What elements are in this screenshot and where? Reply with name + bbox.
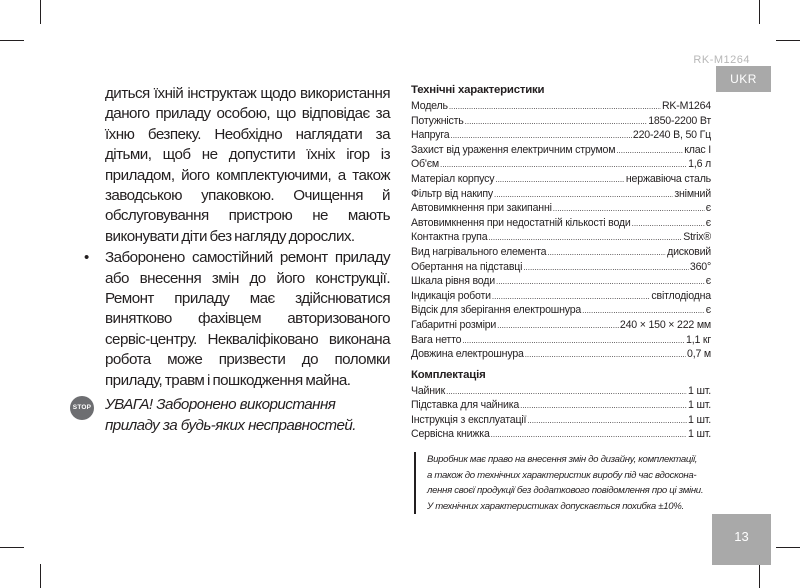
- row-key: Шкала рівня води: [411, 275, 495, 288]
- dot-leader: [465, 115, 648, 130]
- row-value: 1,6 л: [688, 158, 711, 171]
- dot-leader: [525, 348, 686, 363]
- row-value: світлодіодна: [651, 289, 711, 302]
- dot-leader: [495, 173, 625, 188]
- package-row: [411, 398, 711, 413]
- right-column: [411, 84, 711, 442]
- row-value: 1 шт.: [688, 399, 711, 412]
- row-key: Матеріал корпусу: [411, 172, 495, 185]
- crop-mark: [776, 40, 800, 41]
- crop-mark: [759, 0, 760, 24]
- dot-leader: [449, 100, 661, 115]
- dot-leader: [494, 188, 673, 203]
- spec-row: [411, 114, 711, 129]
- note-line: а також до технічних характеристик виробу під час вдоскона-: [427, 469, 697, 481]
- row-key: Модель: [411, 100, 448, 112]
- model-header: RK-M1264: [693, 54, 750, 66]
- row-key: Автовимкнення при недостатній кількості води: [411, 216, 631, 229]
- dot-leader: [440, 158, 687, 173]
- dot-leader: [488, 231, 682, 246]
- dot-leader: [520, 399, 687, 414]
- bullet-icon: •: [84, 249, 90, 267]
- row-value: 240 × 150 × 222 мм: [619, 318, 711, 331]
- spec-row: [411, 187, 711, 202]
- dot-leader: [450, 129, 631, 144]
- row-key: Напруга: [411, 129, 450, 142]
- dot-leader: [523, 261, 689, 276]
- spec-row: [411, 230, 711, 245]
- dot-leader: [446, 385, 687, 400]
- row-key: Чайник: [411, 384, 446, 397]
- spec-row: [411, 274, 711, 289]
- row-value: 1,1 кг: [686, 333, 711, 346]
- dot-leader: [632, 217, 705, 232]
- crop-mark: [759, 564, 760, 588]
- row-key: Сервісна книжка: [411, 428, 490, 441]
- package-row: [411, 384, 711, 399]
- spec-row: [411, 318, 711, 333]
- dot-leader: [492, 290, 651, 305]
- dot-leader: [582, 304, 705, 319]
- row-key: Об'єм: [411, 158, 440, 171]
- row-value: дисковий: [667, 245, 711, 258]
- note-line: лення своєї продукції без додаткового повідомлення про ці зміни.: [427, 485, 704, 497]
- row-value: 1 шт.: [688, 428, 711, 441]
- row-key: Вага нетто: [411, 333, 462, 346]
- dot-leader: [553, 202, 705, 217]
- row-key: Підставка для чайника: [411, 399, 520, 412]
- language-tab: UKR: [716, 66, 771, 92]
- row-value: Strix®: [683, 231, 711, 244]
- spec-row: [411, 303, 711, 318]
- row-value: є: [705, 202, 711, 215]
- dot-leader: [616, 144, 683, 159]
- spec-row: [411, 333, 711, 348]
- row-value: 1850-2200 Вт: [648, 114, 711, 127]
- row-key: Обертання на підставці: [411, 260, 523, 273]
- spec-row: [411, 245, 711, 260]
- row-value: 1 шт.: [688, 413, 711, 426]
- stop-warning-block: [72, 395, 390, 436]
- disclaimer-note: [414, 452, 723, 514]
- dot-leader: [497, 319, 619, 334]
- spec-row: [411, 172, 711, 187]
- row-key: Індикація роботи: [411, 289, 491, 302]
- row-value: є: [705, 304, 711, 317]
- spec-row: [411, 347, 711, 362]
- row-key: Контактна група: [411, 231, 488, 244]
- row-value: знімний: [674, 187, 711, 200]
- dot-leader: [527, 414, 687, 429]
- crop-mark: [0, 40, 24, 41]
- row-key: Вид нагрівального елемента: [411, 245, 547, 258]
- package-row: [411, 427, 711, 442]
- note-line: Виробник має право на внесення змін до дизайну, комплектації,: [427, 454, 698, 465]
- dot-leader: [491, 428, 687, 443]
- dot-leader: [547, 246, 666, 261]
- spec-row: [411, 128, 711, 143]
- package-table: [411, 384, 711, 442]
- crop-mark: [40, 564, 41, 588]
- row-value: 360°: [689, 260, 711, 273]
- specs-title: Технічні характеристики: [411, 84, 545, 96]
- crop-mark: [40, 0, 41, 24]
- row-value: є: [705, 275, 711, 288]
- row-key: Автовимкнення при закипанні: [411, 202, 552, 215]
- stop-warning-text: УВАГА! Заборонено використання приладу за будь-яких несправностей.: [105, 396, 356, 434]
- row-value: 220-240 В, 50 Гц: [632, 129, 711, 142]
- row-key: Потужність: [411, 114, 464, 127]
- row-value: RK-M1264: [661, 100, 711, 112]
- note-line: У технічних характеристиках допускається похибка ±10%.: [427, 500, 684, 512]
- spec-row: [411, 260, 711, 275]
- stop-icon: STOP: [70, 396, 94, 420]
- dot-leader: [462, 334, 685, 349]
- row-key: Габаритні розміри: [411, 318, 497, 331]
- spec-row: [411, 143, 711, 158]
- dot-leader: [496, 275, 705, 290]
- spec-row: [411, 99, 711, 114]
- spec-row: [411, 157, 711, 172]
- package-row: [411, 413, 711, 428]
- row-key: Довжина електрошнура: [411, 348, 524, 361]
- spec-row: [411, 216, 711, 231]
- spec-row: [411, 289, 711, 304]
- row-key: Фільтр від накипу: [411, 187, 494, 200]
- page-number: 13: [712, 514, 771, 565]
- continued-paragraph: диться їхній інструктаж щодо використання даного приладу особою, що відповідає за їхню безпеку. Необхідно наглядати за дітьми, щоб не допустити їхніх ігор із приладом, його комплектуючими, а також заводською упаковкою. Очищення й обслуговування пристрою не мають виконувати діти без нагляду дорослих.: [105, 85, 390, 245]
- row-value: 1 шт.: [688, 384, 711, 397]
- bullet-item: [84, 248, 390, 391]
- crop-mark: [776, 547, 800, 548]
- row-key: Інструкція з експлуатації: [411, 413, 527, 426]
- row-key: Відсік для зберігання електрошнура: [411, 304, 582, 317]
- crop-mark: [0, 547, 24, 548]
- specs-table: [411, 99, 711, 362]
- row-value: клас I: [684, 143, 711, 156]
- row-value: є: [705, 216, 711, 229]
- spec-row: [411, 201, 711, 216]
- row-value: нержавіюча сталь: [625, 172, 711, 185]
- row-key: Захист від ураження електричним струмом: [411, 143, 616, 156]
- row-value: 0,7 м: [687, 348, 711, 361]
- bullet-text: Заборонено самостійний ремонт приладу або внесення змін до його конструкції. Ремонт приладу має здійснюватися винятково фахівцем авторизованого сервіс-центру. Некваліфіковано виконана робота може призвести до поломки приладу, травм і пошкодження майна.: [105, 249, 390, 389]
- left-column: [72, 84, 390, 436]
- package-title: Комплектація: [411, 368, 486, 381]
